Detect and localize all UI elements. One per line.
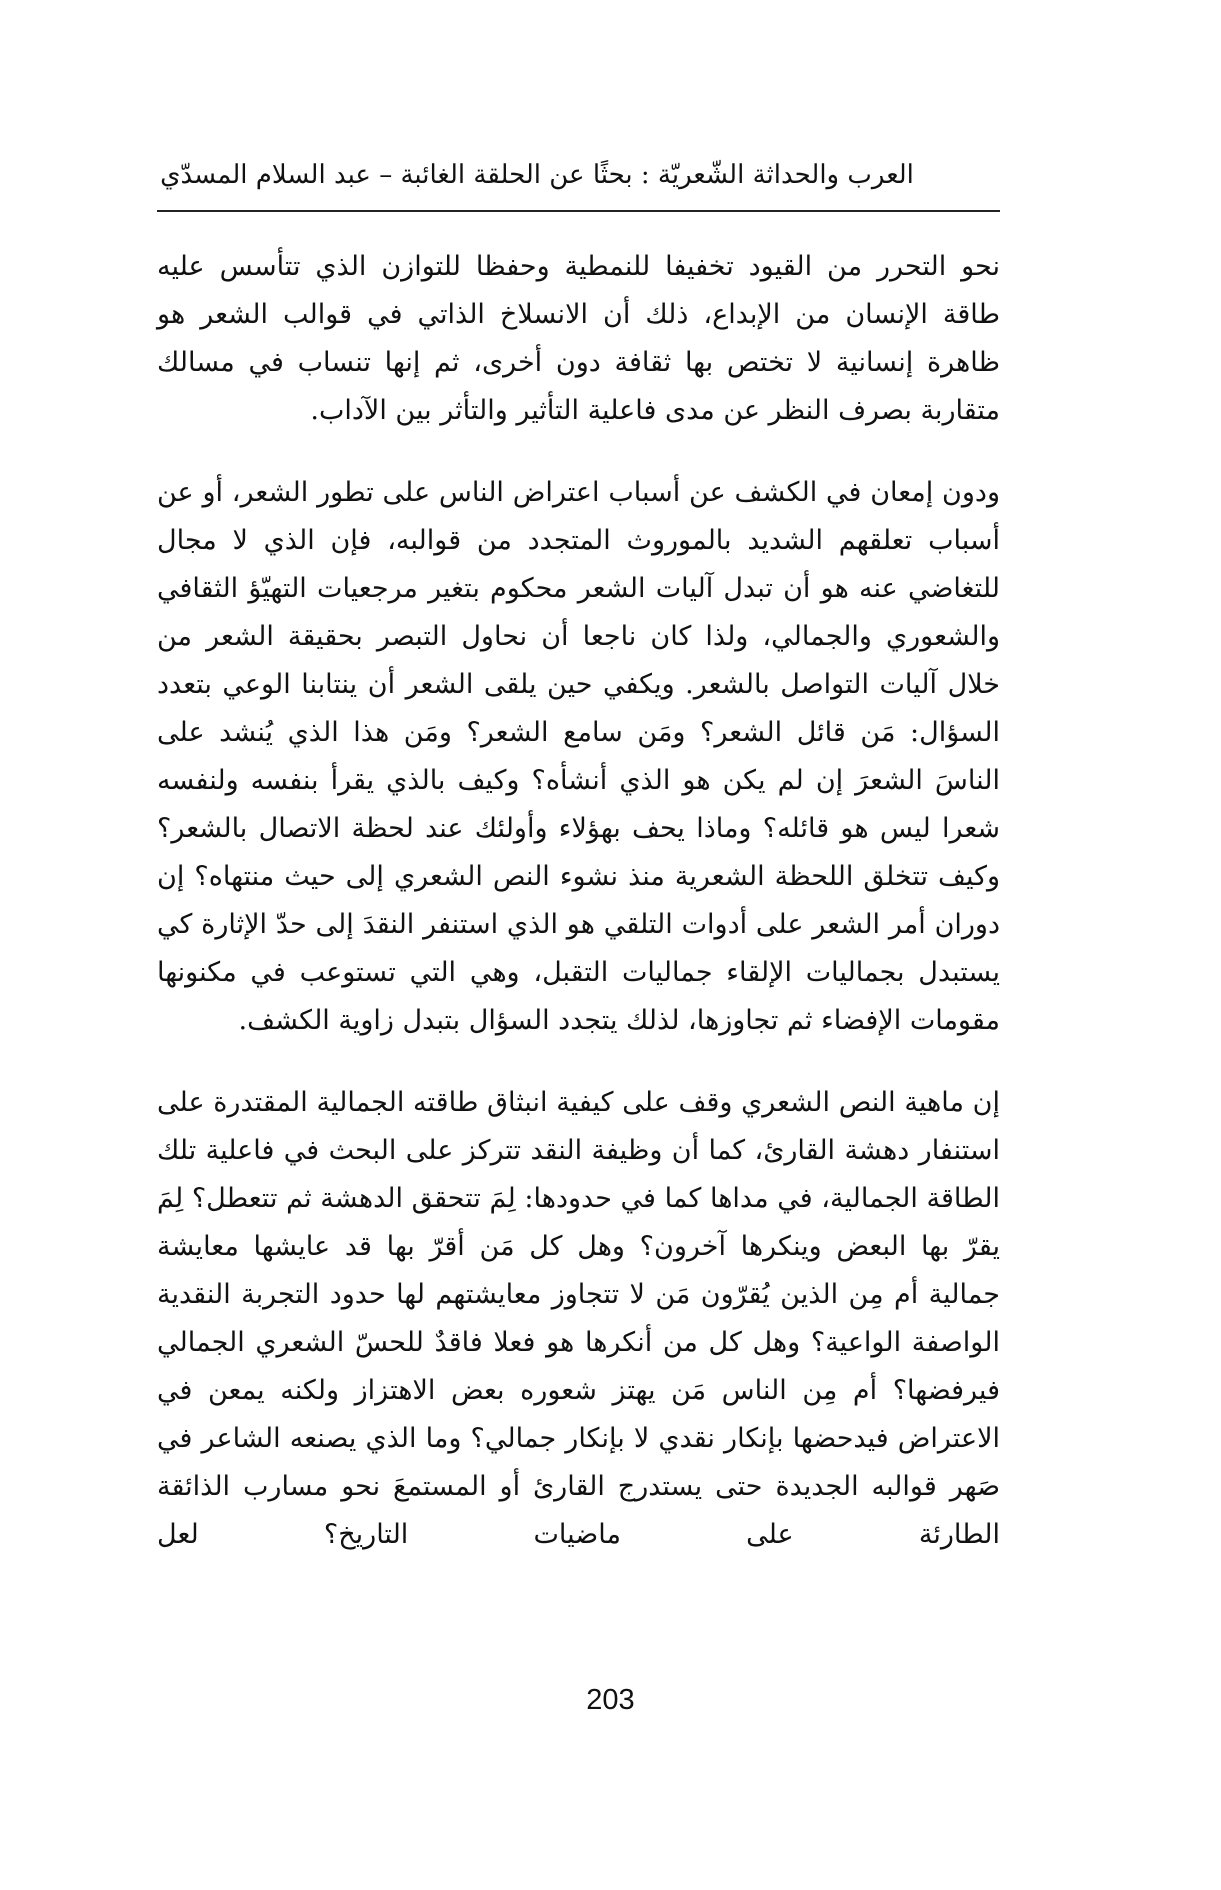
header-divider [157, 210, 1000, 212]
paragraph-1: نحو التحرر من القيود تخفيفا للنمطية وحفظا للتوازن الذي تتأسس عليه طاقة الإنسان من الإبداع، ذلك أن الانسلاخ الذاتي في قوالب الشعر هو ظاهرة إنسانية لا تختص بها ثقافة دون أخرى، ثم إنها تنساب في مسالك متقاربة بصرف النظر عن مدى فاعلية التأثير والتأثر بين الآداب. [157, 251, 1000, 426]
paragraph-2: ودون إمعان في الكشف عن أسباب اعتراض الناس على تطور الشعر، أو عن أسباب تعلقهم الشديد بالموروث المتجدد من قوالبه، فإن الذي لا مجال للتغاضي عنه هو أن تبدل آليات الشعر محكوم بتغير مرجعيات التهيّؤ الثقافي والشعوري والجمالي، ولذا كان ناجعا أن نحاول التبصر بحقيقة الشعر من خلال آليات التواصل بالشعر. ويكفي حين يلقى الشعر أن ينتابنا الوعي بتعدد السؤال: مَن قائل الشعر؟ ومَن سامع الشعر؟ ومَن هذا الذي يُنشد على الناسَ الشعرَ إن لم يكن هو الذي أنشأه؟ وكيف بالذي يقرأ بنفسه ولنفسه شعرا ليس هو قائله؟ وماذا يحف بهؤلاء وأولئك عند لحظة الاتصال بالشعر؟ وكيف تتخلق اللحظة الشعرية منذ نشوء النص الشعري إلى حيث منتهاه؟ إن دوران أمر الشعر على أدوات التلقي هو الذي استنفر النقدَ إلى حدّ الإثارة كي يستبدل بجماليات الإلقاء جماليات التقبل، وهي التي تستوعب في مكنونها مقومات الإفضاء ثم تجاوزها، لذلك يتجدد السؤال بتبدل زاوية الكشف. [157, 477, 1000, 1036]
page-body [157, 243, 1000, 1593]
page-number: 203 [586, 1684, 635, 1716]
paragraph-3: إن ماهية النص الشعري وقف على كيفية انبثاق طاقته الجمالية المقتدرة على استنفار دهشة القارئ، كما أن وظيفة النقد تتركز على البحث في فاعلية تلك الطاقة الجمالية، في مداها كما في حدودها: لِمَ تتحقق الدهشة ثم تتعطل؟ لِمَ يقرّ بها البعض وينكرها آخرون؟ وهل كل مَن أقرّ بها قد عايشها معايشة جمالية أم مِن الذين يُقرّون مَن لا تتجاوز معايشتهم لها حدود التجربة النقدية الواصفة الواعية؟ وهل كل من أنكرها هو فعلا فاقدٌ للحسّ الشعري الجمالي فيرفضها؟ أم مِن الناس مَن يهتز شعوره بعض الاهتزاز ولكنه يمعن في الاعتراض فيدحضها بإنكار نقدي لا بإنكار جمالي؟ وما الذي يصنعه الشاعر في صَهر قوالبه الجديدة حتى يستدرج القارئ أو المستمعَ نحو مسارب الذائقة الطارئة على ماضيات التاريخ؟ لعل [157, 1087, 1000, 1550]
running-header: العرب والحداثة الشّعريّة : بحثًا عن الحلقة الغائبة – عبد السلام المسدّي [160, 160, 914, 190]
